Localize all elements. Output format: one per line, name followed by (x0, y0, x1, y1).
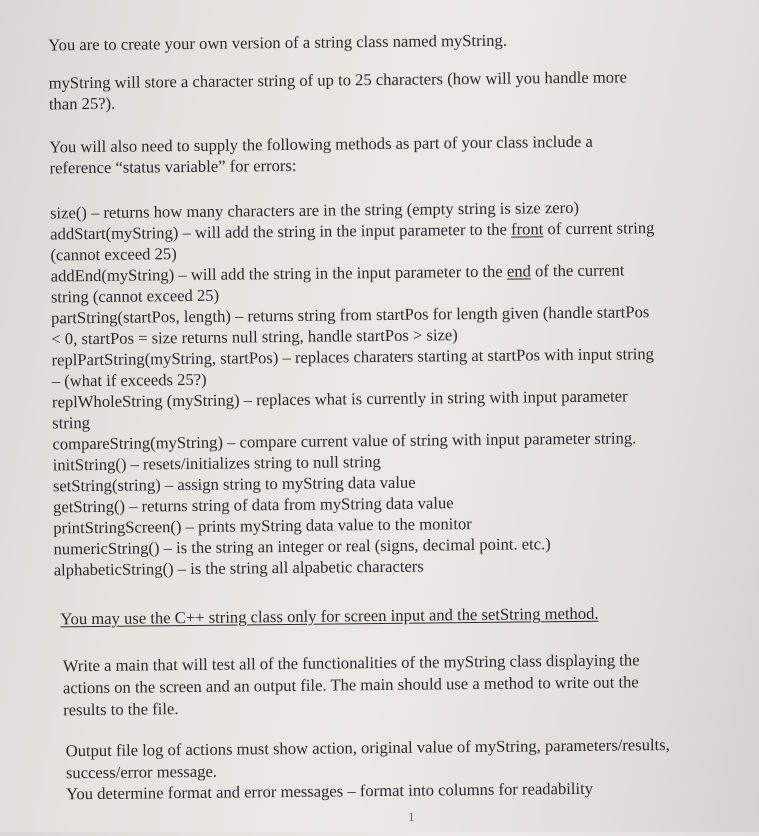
output-text-line1: Output file log of actions must show action, original value of myString, parameters/results, (65, 734, 670, 761)
method-replpart-line1: replPartString(myString, startPos) – replaces charaters starting at startPos with input string (51, 344, 654, 370)
main-text-line3: results to the file. (63, 699, 179, 720)
method-compare: compareString(myString) – compare current value of string with input parameter string. (52, 428, 637, 454)
method-alpha: alphabeticString() – is the string all alpabetic characters (53, 556, 424, 580)
methods-intro-line2: reference “status variable” for errors: (49, 155, 297, 178)
output-text-line3: You determine format and error messages – format into columns for readability (66, 778, 594, 804)
storage-text-line1: myString will store a character string of up to 25 characters (how will you handle more (48, 67, 628, 93)
method-addstart-text-b: of current string (543, 218, 655, 239)
method-init: initString() – resets/initializes string to null string (52, 451, 381, 475)
method-numeric: numericString() – is the string an integer or real (signs, decimal point. etc.) (53, 534, 551, 559)
method-addend-emphasis: end (506, 261, 531, 281)
method-replwhole-line1: replWholeString (myString) – replaces what is currently in string with input parameter (51, 386, 628, 412)
method-replpart-line2: – (what if exceeds 25?) (51, 369, 207, 391)
method-set: setString(string) – assign string to myString data value (52, 472, 416, 496)
method-addstart-line2: (cannot exceed 25) (50, 244, 177, 265)
method-print: printStringScreen() – prints myString data value to the monitor (53, 514, 472, 538)
output-text-line2: success/error message. (65, 761, 218, 783)
method-partstring-line1: partString(startPos, length) – returns string from startPos for length given (handle startPos (51, 302, 650, 328)
method-size: size() – returns how many characters are in the string (empty string is size zero) (49, 197, 580, 223)
main-text-line2: actions on the screen and an output file. The main should use a method to write out the (62, 672, 639, 698)
main-text-line1: Write a main that will test all of the functionalities of the myString class displaying the (62, 650, 640, 676)
method-addstart-text-a: addStart(myString) – will add the string in the input parameter to the (50, 219, 512, 244)
storage-text-line2: than 25?). (48, 93, 116, 114)
methods-intro-line1: You will also need to supply the following methods as part of your class include a (49, 131, 593, 157)
method-addstart-emphasis: front (510, 219, 544, 239)
intro-text: You are to create your own version of a string class named myString. (48, 30, 508, 55)
method-replwhole-line2: string (52, 413, 91, 433)
method-addend-text-b: of the current (530, 260, 625, 281)
method-addend-line2: string (cannot exceed 25) (50, 285, 220, 307)
page-number: 1 (408, 809, 415, 824)
method-get: getString() – returns string of data from myString data value (53, 493, 454, 517)
method-partstring-line2: < 0, startPos = size returns null string, handle startPos > size) (51, 325, 458, 349)
cpp-string-note: You may use the C++ string class only for screen input and the setString method. (60, 603, 599, 629)
method-addend-text-a: addEnd(myString) – will add the string in the input parameter to the (50, 261, 507, 286)
